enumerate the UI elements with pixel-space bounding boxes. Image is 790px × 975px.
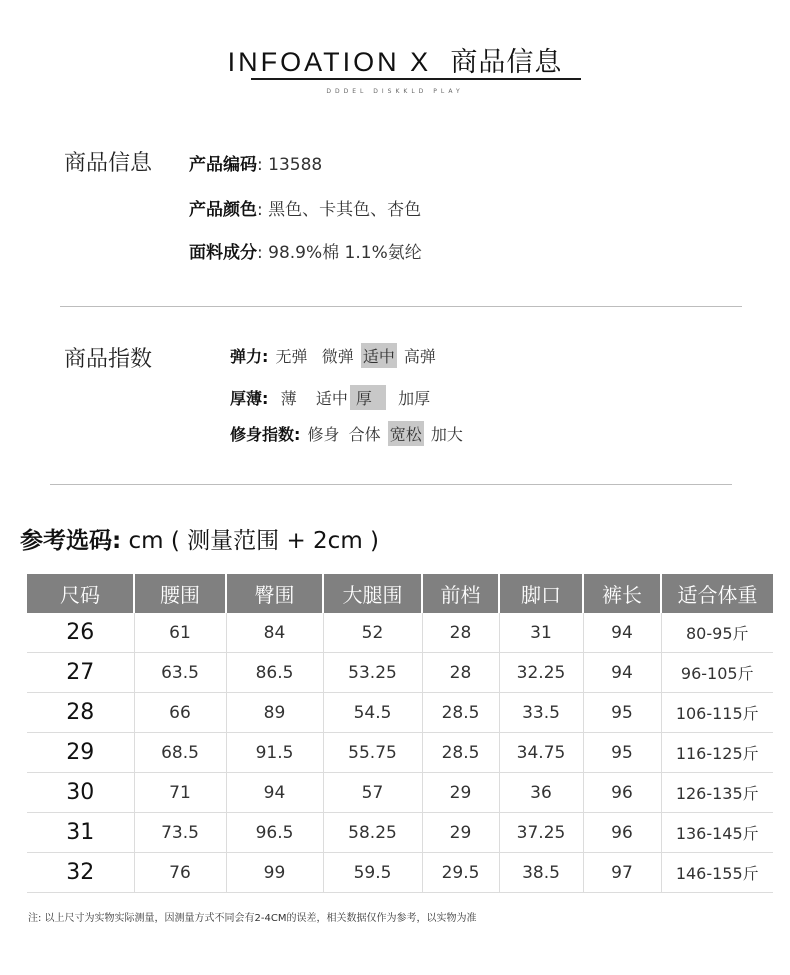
- table-cell: 29: [422, 773, 499, 813]
- size-cell: 28: [27, 693, 134, 733]
- table-cell: 136-145斤: [661, 813, 773, 853]
- index-row-thickness: 厚薄: 薄 适中 厚 加厚: [230, 385, 432, 410]
- table-cell: 53.25: [323, 653, 422, 693]
- table-cell: 146-155斤: [661, 853, 773, 893]
- index-option-selected: 宽松: [388, 421, 424, 446]
- table-row: [27, 813, 773, 853]
- table-cell: 28.5: [422, 733, 499, 773]
- index-label: 修身指数: [230, 425, 295, 444]
- table-cell: 95: [583, 693, 661, 733]
- table-cell: 126-135斤: [661, 773, 773, 813]
- index-option: 加大: [430, 425, 463, 444]
- table-cell: 86.5: [226, 653, 323, 693]
- table-cell: 96: [583, 773, 661, 813]
- info-sep: :: [257, 243, 263, 263]
- table-cell: 63.5: [134, 653, 226, 693]
- size-cell: 31: [27, 813, 134, 853]
- measurement-note: 注: 以上尺寸为实物实际测量，因测量方式不同会有2-4CM的误差，相关数据仅作为参考，以实物为准: [28, 913, 477, 924]
- product-info-title: 商品信息: [64, 151, 153, 176]
- table-row: [27, 733, 773, 773]
- size-cell: 32: [27, 853, 134, 893]
- info-label: 产品颜色: [189, 200, 257, 220]
- index-option: 微弹: [321, 347, 354, 366]
- table-cell: 96.5: [226, 813, 323, 853]
- index-option: 高弹: [403, 347, 436, 366]
- table-cell: 96-105斤: [661, 653, 773, 693]
- table-cell: 31: [499, 613, 583, 653]
- info-value: 黑色、卡其色、杏色: [268, 200, 422, 220]
- section-divider: [50, 484, 732, 485]
- table-cell: 84: [226, 613, 323, 653]
- table-cell: 28: [422, 613, 499, 653]
- index-row-fit: 修身指数: 修身 合体 宽松 加大: [230, 421, 465, 446]
- table-cell: 91.5: [226, 733, 323, 773]
- index-label: 厚薄: [230, 389, 263, 408]
- product-index-title: 商品指数: [64, 347, 153, 372]
- size-cell: 26: [27, 613, 134, 653]
- col-header: 裤长: [583, 574, 661, 613]
- index-option: 修身: [307, 425, 340, 444]
- table-cell: 32.25: [499, 653, 583, 693]
- index-option: 合体: [348, 425, 381, 444]
- info-row-fabric: [189, 238, 422, 263]
- table-cell: 95: [583, 733, 661, 773]
- table-cell: 66: [134, 693, 226, 733]
- index-label: 弹力: [230, 347, 263, 366]
- index-option: 适中: [315, 389, 348, 408]
- table-cell: 29: [422, 813, 499, 853]
- page-title-cn: 商品信息: [450, 47, 563, 78]
- size-cell: 27: [27, 653, 134, 693]
- info-label: 产品编码: [189, 155, 257, 175]
- table-cell: 76: [134, 853, 226, 893]
- table-cell: 57: [323, 773, 422, 813]
- col-header: 尺码: [27, 574, 134, 613]
- table-row: [27, 693, 773, 733]
- table-cell: 73.5: [134, 813, 226, 853]
- table-cell: 28: [422, 653, 499, 693]
- size-guide-caption-rest: cm ( 测量范围 + 2cm ): [121, 528, 380, 554]
- info-value: 98.9%棉 1.1%氨纶: [268, 243, 422, 263]
- size-cell: 29: [27, 733, 134, 773]
- size-table-header-row: [27, 574, 773, 613]
- info-label: 面料成分: [189, 243, 257, 263]
- table-cell: 58.25: [323, 813, 422, 853]
- table-cell: 52: [323, 613, 422, 653]
- title-underline: [251, 78, 581, 80]
- size-cell: 30: [27, 773, 134, 813]
- index-option-selected: 适中: [361, 343, 397, 368]
- info-sep: :: [257, 200, 263, 220]
- table-cell: 106-115斤: [661, 693, 773, 733]
- table-cell: 55.75: [323, 733, 422, 773]
- table-cell: 61: [134, 613, 226, 653]
- page-title-en: INFOATION X: [227, 47, 432, 77]
- index-option: 无弹: [275, 347, 308, 366]
- table-cell: 68.5: [134, 733, 226, 773]
- col-header: 适合体重: [661, 574, 773, 613]
- table-cell: 29.5: [422, 853, 499, 893]
- size-table-body: [27, 613, 773, 893]
- table-cell: 94: [583, 653, 661, 693]
- table-cell: 28.5: [422, 693, 499, 733]
- table-cell: 89: [226, 693, 323, 733]
- col-header: 前档: [422, 574, 499, 613]
- info-row-code: [189, 150, 322, 175]
- table-cell: 36: [499, 773, 583, 813]
- table-cell: 99: [226, 853, 323, 893]
- size-table: [27, 574, 773, 893]
- table-row: [27, 853, 773, 893]
- table-cell: 59.5: [323, 853, 422, 893]
- table-row: [27, 613, 773, 653]
- size-guide-caption-bold: 参考选码:: [20, 528, 122, 554]
- col-header: 脚口: [499, 574, 583, 613]
- table-cell: 80-95斤: [661, 613, 773, 653]
- table-cell: 94: [583, 613, 661, 653]
- col-header: 臀围: [226, 574, 323, 613]
- table-row: [27, 653, 773, 693]
- page-subtitle: DDDEL DISKKLD PLAY: [326, 88, 464, 95]
- index-option: 加厚: [398, 389, 431, 408]
- col-header: 腰围: [134, 574, 226, 613]
- index-option-selected: 厚: [350, 385, 386, 410]
- table-cell: 97: [583, 853, 661, 893]
- table-cell: 54.5: [323, 693, 422, 733]
- table-cell: 116-125斤: [661, 733, 773, 773]
- section-divider: [60, 306, 742, 307]
- size-guide-caption: [20, 522, 379, 555]
- col-header: 大腿围: [323, 574, 422, 613]
- table-cell: 34.75: [499, 733, 583, 773]
- table-cell: 33.5: [499, 693, 583, 733]
- info-value: 13588: [268, 155, 323, 175]
- table-row: [27, 773, 773, 813]
- page-title: [0, 40, 790, 79]
- table-cell: 71: [134, 773, 226, 813]
- info-sep: :: [257, 155, 263, 175]
- table-cell: 37.25: [499, 813, 583, 853]
- table-cell: 96: [583, 813, 661, 853]
- table-cell: 94: [226, 773, 323, 813]
- index-row-elasticity: 弹力: 无弹 微弹 适中 高弹: [230, 343, 438, 368]
- index-option: 薄: [280, 389, 297, 408]
- table-cell: 38.5: [499, 853, 583, 893]
- info-row-color: [189, 195, 421, 220]
